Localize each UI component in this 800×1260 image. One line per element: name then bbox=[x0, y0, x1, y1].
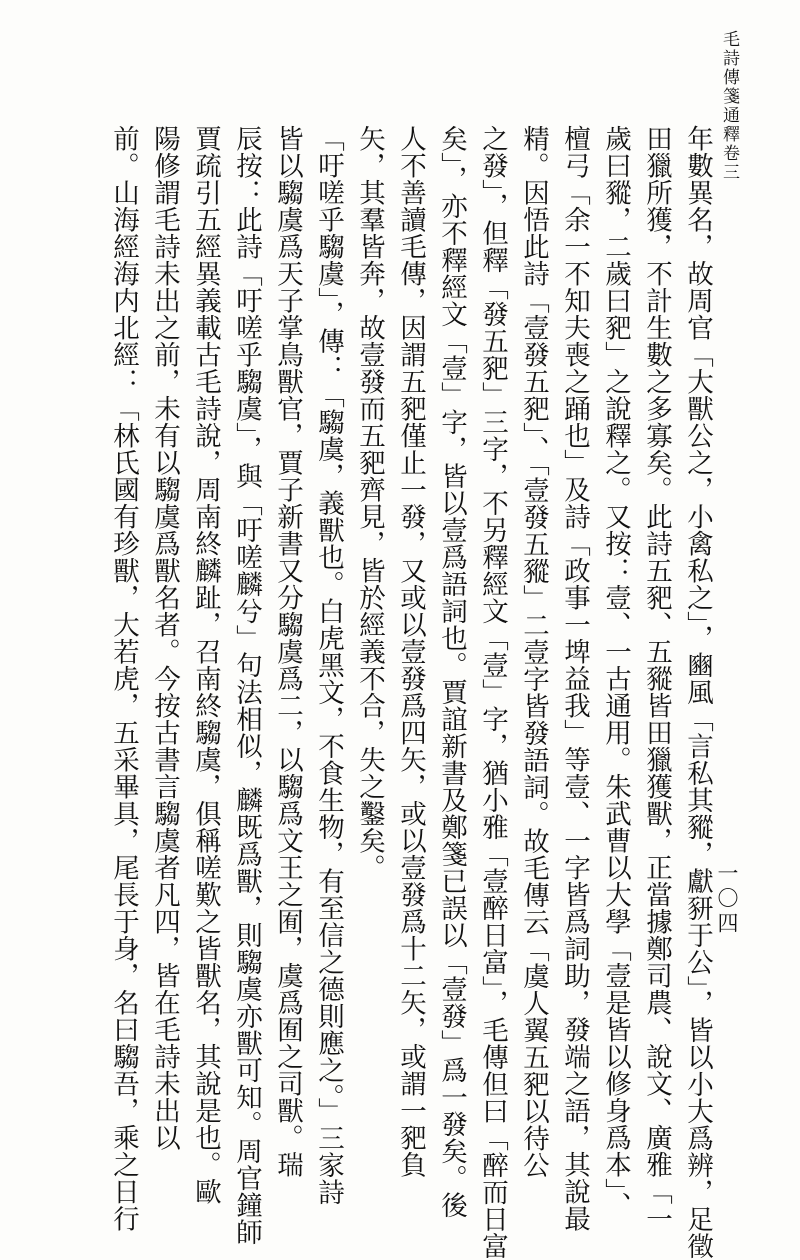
text-column-7: 矣」，亦不釋經文「壹」字，皆以壹爲語詞也。賈誼新書及鄭箋已誤以「壹發」爲一發矣。後 bbox=[436, 125, 467, 1219]
text-column-10: 「吁嗟乎騶虞」，傳：「騶虞，義獸也。白虎黑文，不食生物，有至信之德則應之。」三家詩 bbox=[313, 125, 344, 1206]
text-column-14: 陽修謂毛詩未出之前，未有以騶虞爲獸名者。今按古書言騶虞者凡四，皆在毛詩未出以 bbox=[149, 125, 180, 1151]
text-column-11: 皆以騶虞爲天子掌鳥獸官，賈子新書又分騶虞爲二，以騶爲文王之囿，虞爲囿之司獸。瑞 bbox=[272, 125, 303, 1178]
text-column-6: 之發」，但釋「發五豝」三字，不另釋經文「壹」字，猶小雅「壹醉日富」，毛傳但曰「醉而日富 bbox=[477, 125, 508, 1260]
text-column-4: 檀弓「余一不知夫喪之踊也」及詩「政事一埤益我」等壹、一字皆爲詞助，發端之語，其說最 bbox=[559, 125, 590, 1232]
page-number: 一〇四 bbox=[715, 862, 739, 937]
text-column-12: 辰按：此詩「吁嗟乎騶虞」，與「吁嗟麟兮」句法相似，麟既爲獸，則騶虞亦獸可知。周官鐘師 bbox=[231, 125, 262, 1246]
text-column-15: 前。山海經海内北經：「林氏國有珍獸，大若虎，五采畢具，尾長于身，名曰騶吾，乘之日行 bbox=[108, 125, 139, 1232]
text-column-5: 精。因悟此詩「壹發五豝」、「壹發五豵」二壹字皆發語詞。故毛傳云「虞人翼五豝以待公 bbox=[518, 125, 549, 1179]
text-column-3: 歲曰豵，二歲曰豝」之說釋之。又按：壹、一古通用。朱武曹以大學「壹是皆以修身爲本」、 bbox=[600, 125, 631, 1219]
text-column-9: 矢，其羣皆奔，故壹發而五豝齊見，皆於經義不合，失之鑿矣。 bbox=[354, 125, 385, 881]
text-column-2: 田獵所獲，不計生數之多寡矣。此詩五豝、五豵皆田獵獲獸，正當據鄭司農、說文、廣雅「一 bbox=[641, 125, 672, 1232]
running-head: 毛詩傳箋通釋卷三 bbox=[719, 30, 739, 182]
text-column-13: 賈疏引五經異義載古毛詩說，周南終麟趾，召南終騶虞，俱稱嗟歎之皆獸名，其說是也。歐 bbox=[190, 125, 221, 1205]
text-column-1: 年數異名，故周官「大獸公之，小禽私之」，豳風「言私其豵，獻豜于公」，皆以小大爲辨，足徵 bbox=[682, 125, 713, 1260]
text-column-8: 人不善讀毛傳，因謂五豝僅止一發，又或以壹發爲四矢，或以壹發爲十二矢，或謂一豝負 bbox=[395, 125, 426, 1178]
